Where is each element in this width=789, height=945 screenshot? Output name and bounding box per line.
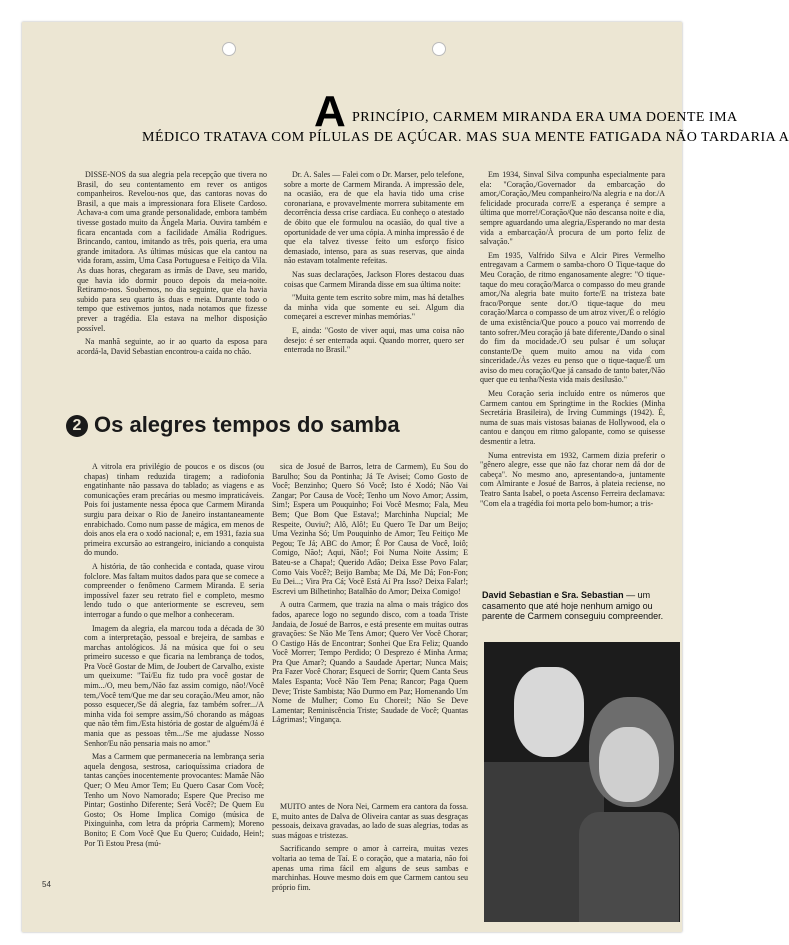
section-heading bbox=[66, 412, 400, 438]
column-5-bottom bbox=[272, 802, 468, 896]
caption-names: David Sebastian e Sra. Sebastian bbox=[482, 590, 624, 600]
paragraph: Dr. A. Sales — Falei com o Dr. Marser, pelo telefone, sobre a morte de Carmem Miranda. A impressão dele, na ocasião, era de que ela havia tido uma crise coronariana, e provavelmente morrera subitamente em decorrência dessa crise cardíaca. Eu conheço o atestado de óbito que ele formulou na ocasião, do qual tive a oportunidade de ver uma cópia. A minha impressão é de que ela talvez tivesse feito um esforço físico demasiado, intenso, para as suas reservas, que ainda não estavam totalmente refeitas. bbox=[284, 170, 464, 266]
caption-text: — um casamento que até hoje nenhum amigo ou parente de Carmem conseguiu compreender. bbox=[482, 590, 664, 621]
photo-shape bbox=[514, 667, 584, 757]
photo-caption bbox=[482, 590, 682, 622]
magazine-page bbox=[22, 22, 789, 932]
column-5 bbox=[272, 462, 468, 729]
paragraph: Nas suas declarações, Jackson Flores destacou duas coisas que Carmem Miranda disse em sua última noite: bbox=[284, 269, 464, 289]
column-3 bbox=[480, 170, 665, 512]
paragraph: "Muita gente tem escrito sobre mim, mas há detalhes da minha vida que somente eu sei. Algum dia começarei a escrever minhas memórias." bbox=[284, 293, 464, 322]
column-1 bbox=[77, 170, 267, 360]
headline-line-1: PRINCÍPIO, CARMEM MIRANDA ERA UMA DOENTE IMA bbox=[352, 110, 738, 125]
headline-drop-cap: A bbox=[314, 87, 346, 136]
paragraph: Em 1934, Sinval Silva compunha especialmente para ela: "Coração,/Governador da embarcação do amor,/Coração,/Meu companheiro/Na alegria e na dor./A felicidade procurada corre/E a esperança é sempre a última que morre!/Coração/Que não descansa noite e dia, sempre aguardando uma alegria,/Esperando no mar desta vida a embarcação/À procura de um porto feliz de salvação." bbox=[480, 170, 665, 247]
binder-hole bbox=[222, 42, 236, 56]
headline-line-2: MÉDICO TRATAVA COM PÍLULAS DE AÇÚCAR. MAS SUA MENTE FATIGADA NÃO TARDARIA A bbox=[142, 130, 789, 145]
column-2 bbox=[284, 170, 464, 359]
paragraph: Na manhã seguinte, ao ir ao quarto da esposa para acordá-la, David Sebastian encontrou-a caída no chão. bbox=[77, 337, 267, 356]
paragraph: Mas a Carmem que permaneceria na lembrança seria aquela dengosa, sestrosa, carioquíssima criadora de tantas canções inocentemente provocantes: Mamãe Não Quer; O Meu Amor Tem; Eu Quero Casar Com Você; Tenho um Novo Namorado; Espere Que Preciso me Pintar; Gostinho Diferente; Será Você?; De Quem Eu Gosto; Os Home Implica Comigo (música de Pixinguinha, com letra da própria Carmem); Moreno Bonito; E Com Você Que Eu Quero; Cuidado, Hein!; Por Ti Estou Presa (mú- bbox=[84, 752, 264, 848]
paragraph: A vitrola era privilégio de poucos e os discos (ou chapas) tinham reduzida tiragem; a radiofonia engatinhante não passava do tablado; as viagens e as comunicações eram precárias ou mesmo impraticáveis. Pois foi justamente nessa época que Carmem Miranda surgiu para deixar o Rio de Janeiro instantaneamente enrabichado. Como num passe de mágica, em menos de dois anos ela era o xodó nacional; e, em 1931, fazia sua primeira excursão ao estrangeiro, iniciando a conquista do mundo. bbox=[84, 462, 264, 558]
paragraph: Numa entrevista em 1932, Carmem dizia preferir o "gênero alegre, esse que não faz chorar nem dá dor de cabeça". No mesmo ano, apresentando-a, juntamente com Almirante e Josué de Barros, à plateia reciense, no Teatro Santa Isabel, o poeta Ascenso Ferreira declamava: "Com ela a tragédia foi morta pelo bom-humor; a tris- bbox=[480, 450, 665, 508]
paragraph: Em 1935, Valfrido Silva e Alcir Pires Vermelho entregavam a Carmem o samba-choro O Tique-taque do Meu Coração, de ritmo enganosamente alegre: "O tique-taque do meu coração/Marca o compasso do meu grande amor,/Na alegria bate muito forte/E na tristeza bate fraco/Porque sente dor./O tique-taque do meu coração/Marca o compasso de um atroz viver,/É o relógio de uma existência/Que pouco a pouco vai morrendo de tanto sofrer./Meu coração já bate diferente,/Dando o sinal do fim da mocidade./O seu pulsar é um soluçar constante/De quem muito amou na vida com sinceridade./Às vezes eu penso que o tique-taque/É um aviso do meu coração/Que já cansado de tanto bater,/Não quer que eu tenha/Nesta vida mais desilusão." bbox=[480, 250, 665, 385]
paragraph: Imagem da alegria, ela marcou toda a década de 30 com a interpretação, pessoal e brejeira, de sambas e marchas antológicos. Já na música que foi o seu primeiro sucesso e que ficaria na lembrança de todos, Pra Você Gostar de Mim, de Joubert de Carvalho, existe um queixume: "Taí/Eu fiz tudo pra você gostar de mim.../O, meu bem,/Não faz assim comigo, não!/Você tem,/Você tem/Que me dar seu coração./Meu amor, não posso esquecer,/Se dá alegria, faz também sofrer.../A minha vida foi sempre assim,/Só chorando as mágoas que não têm fim./Esta história de gostar de alguém/Já é mania que as pessoas têm.../Se me ajudasse Nosso Senhor/Eu não pensaria mais no amor." bbox=[84, 623, 264, 748]
paragraph: sica de Josué de Barros, letra de Carmem), Eu Sou do Barulho; Sou da Pontinha; Já Te Avisei; Como Gosto de Você; Benzinho; Quero Só Você; Isto é Xodó; Não Vai Zangar; Por Causa de Você; Tenho um Novo Amor; Assim, Sim!; Espera um Pouquinho; Foi Você Mesmo; Fala, Meu Bem; Que Bom Que Estava!; Marchinha Nupcial; Me Respeite, Ouviu?; Alô, Alô!; Eu Quero Te Dar um Beijo; Uma Vezinha Só; Um Pouquinho de Amor; Teu Feitiço Me Pegou; Te Já; ABC do Amor; É Por Causa de Você, Ioiô; Comigo, Não!; Aqui, Não!; Foi Numa Noite Assim; E Bateu-se a Chapa!; Querido Adão; Deixa Esse Povo Falar; Como Vais Você?; Beijo Bamba; Me Dá, Me Dá; Fon-Fon; Eu Dei...; Vira Pra Cá; Você Está Aí Pra Isso? Deixa Falar!; Escrevi um Bilhetinho; Batalhão do Amor; Deixa Comigo! bbox=[272, 462, 468, 596]
paragraph: A história, de tão conhecida e contada, quase virou folclore. Mas faltam muitos dados para que se comece a compreender o fenômeno Carmem Miranda. E seria impossível fazer seu retrato fiel e completo, mesmo lendo tudo o que anteriormente se escreveu, sem interrogar a fundo o que melhor a conheceram. bbox=[84, 561, 264, 619]
couple-photo bbox=[484, 642, 680, 922]
section-number-badge: 2 bbox=[66, 415, 88, 437]
paragraph: A outra Carmem, que trazia na alma o mais trágico dos fados, aparece logo no segundo disco, com a toada Triste Jandaia, de Josué de Barros, e está presente em muitas outras gravações: Se Não Me Tens Amor; Quero Ver Você Chorar; O Castigo Hás de Encontrar; Sonhei Que Era Feliz; Quando Você Morrer; Tempo Perdido; O Desprezo é Minha Arma; Pra Que Amar?; Quando a Saudade Apertar; Nunca Mais; Pra Fazer Você Chorar; Esqueci de Sorrir; Quem Canta Seus Males Espanta; Você Não Tem Pena; Rancor; Paga Quem Deve; Triste Sambista; Não Durmo em Paz; Homenando Um Nome de Mulher; Como Eu Chorei!; Não Se Deve Lamentar; Reminiscência Triste; Saudade de Você; Quantas Lágrimas!; Vingança. bbox=[272, 600, 468, 725]
paragraph: MUITO antes de Nora Nei, Carmem era cantora da fossa. E, muito antes de Dalva de Oliveira cantar as suas desgraças pessoais, deixava gravadas, ao lado de suas alegrias, todas as suas mágoas e tristezas. bbox=[272, 802, 468, 840]
column-4 bbox=[84, 462, 264, 852]
paragraph: DISSE-NOS da sua alegria pela recepção que tivera no Brasil, do seu contentamento em rever os antigos companheiros. Revelou-nos que, das cantoras novas do Brasil, a que mais a impressionara fora Elisete Cardoso. Achava-a com uma grande personalidade, embora também tivesse gostado muito da Ângela Maria. Ouvira também e ficara encantada com a facilidade Amália Rodrigues. Brincando, cantou, imitando as três, pois queria, era uma grande imitadora. As últimas músicas que ela cantou na vida foram, assim, Uma Casa Portuguesa e Feitiço da Vila. As duas horas, chegaram as irmãs de Dave, seu marido, que havia ido dormir pouco depois da meia-noite. Retiramo-nos. Soubemos, no dia seguinte, que ela havia subido para seu quarto às duas e meia. Durante todo o tempo que estivemos juntos, nada notamos que fizesse prever a tragédia. Ela estava na melhor disposição possível. bbox=[77, 170, 267, 333]
page-number: 54 bbox=[42, 880, 51, 889]
paragraph: E, ainda: "Gosto de viver aqui, mas uma coisa não desejo: é ser enterrada aqui. Quando morrer, quero ser enterrada no Brasil." bbox=[284, 325, 464, 355]
paragraph: Sacrificando sempre o amor à carreira, muitas vezes voltaria ao tema de Taí. E o coração, que a mataria, não foi apenas uma rima fácil em alguns de seus sambas e marchinhas. Houve mesmo dois em que Carmem cantou seu próprio fim. bbox=[272, 844, 468, 892]
photo-shape bbox=[579, 812, 679, 922]
photo-shape bbox=[599, 727, 659, 802]
section-title-text: Os alegres tempos do samba bbox=[94, 412, 400, 437]
paragraph: Meu Coração seria incluído entre os números que Carmem cantou em Springtime in the Rockies (Minha Secretária Brasileira), de Irving Cummings (1942). É, numa de suas mais vistosas baianas de Hollywood, ela o cantou e dançou em ritmo galopante, como se quisesse desmentir a letra. bbox=[480, 389, 665, 447]
binder-hole bbox=[432, 42, 446, 56]
